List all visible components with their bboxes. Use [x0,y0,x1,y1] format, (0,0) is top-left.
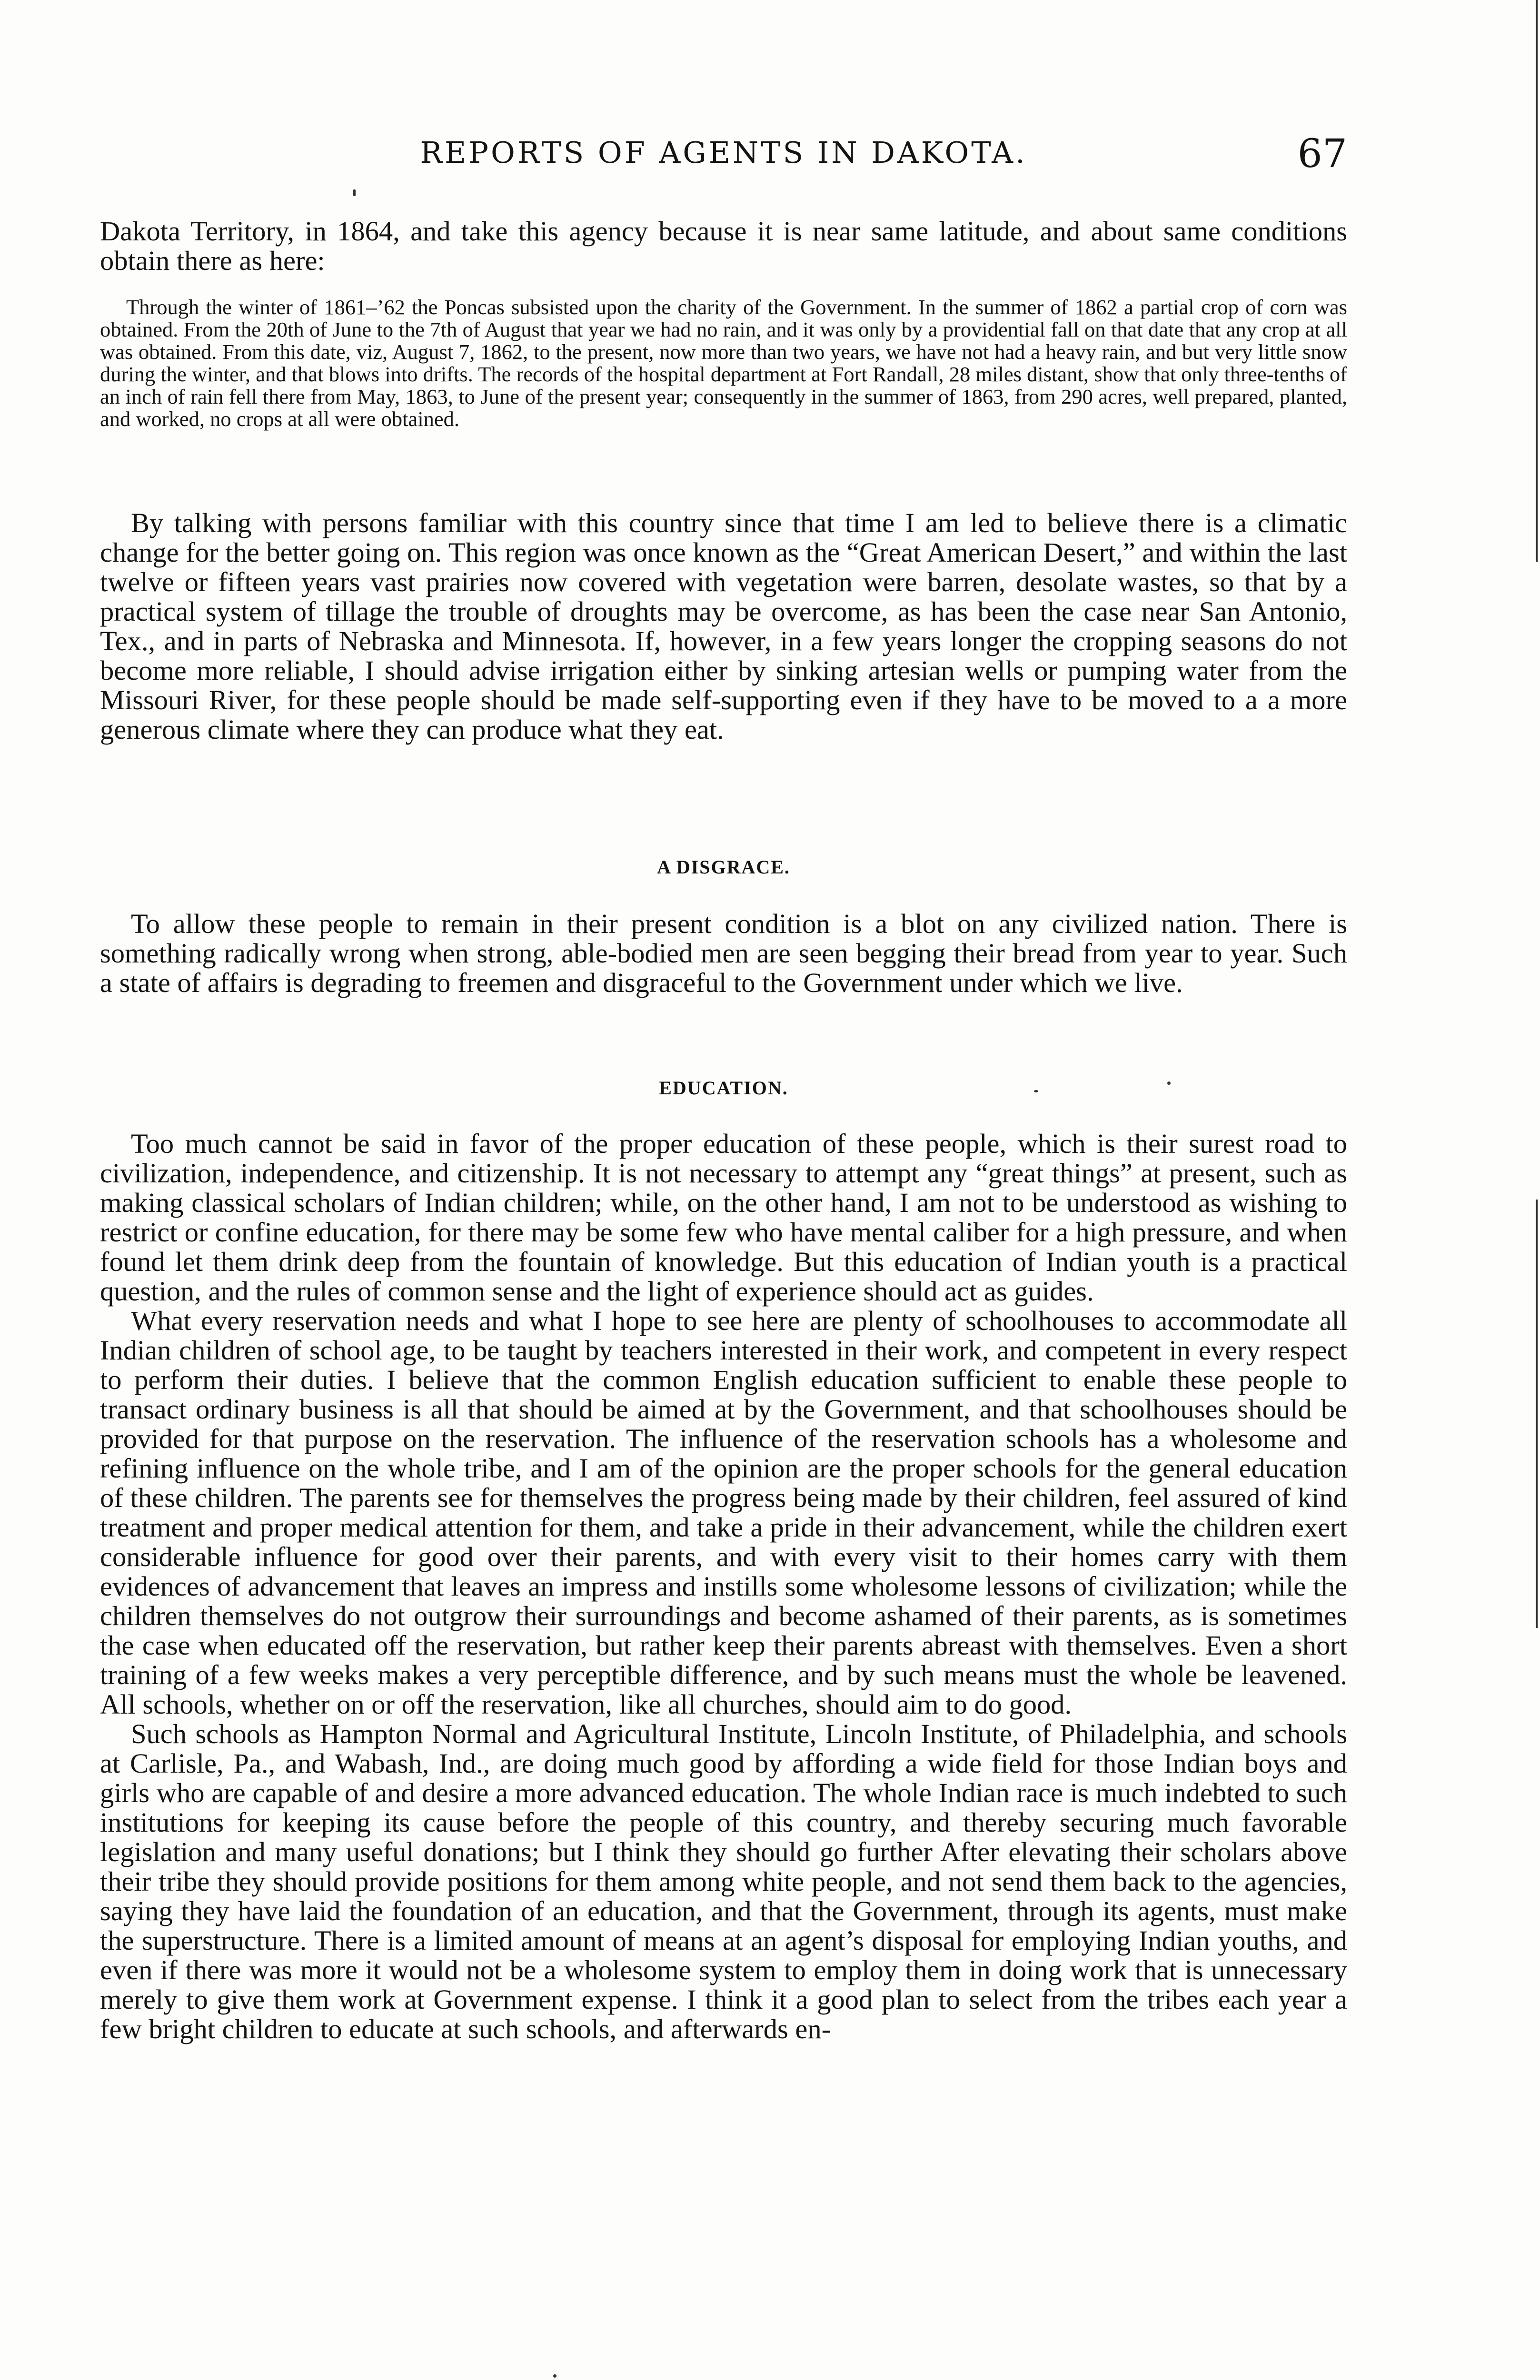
page-number: 67 [1297,131,1347,177]
section-heading-education: EDUCATION. [659,1077,788,1099]
section-heading-disgrace: A DISGRACE. [657,856,790,878]
disgrace-paragraph: To allow these people to remain in their present condition is a blot on any civilized nation. There is something radically wrong when strong, able-bodied men are seen begging their bread from year to year. Such a state of affairs is degrading to freemen and disgraceful to the Government under which we live. [100,908,1347,998]
intro-paragraph: Dakota Territory, in 1864, and take this agency because it is near same latitude, and about same conditions obtain there as here: [100,216,1347,276]
climate-paragraph: By talking with persons familiar with this country since that time I am led to believe there is a climatic change for the better going on. This region was once known as the “Great American Desert,” and within the last twelve or fifteen years vast prairies now covered with vegetation were barren, desolate wastes, so that by a practical system of tillage the trouble of droughts may be overcome, as has been the case near San Antonio, Tex., and in parts of Nebraska and Minnesota. If, however, in a few years longer the cropping seasons do not become more reliable, I should advise irrigation either by sinking artesian wells or pumping water from the Missouri River, for these people should be made self-supporting even if they have to be moved to a a more generous climate where they can produce what they eat. [100,507,1347,745]
education-paragraph-3: Such schools as Hampton Normal and Agricultural Institute, Lincoln Institute, of Philadelphia, and schools at Carlisle, Pa., and Wabash, Ind., are doing much good by affording a wide field for those Indian boys and girls who are capable of and desire a more advanced education. The whole Indian race is much indebted to such institutions for keeping its cause before the people of this country, and thereby securing much favorable legislation and many useful donations; but I think they should go further After elevating their scholars above their tribe they should provide positions for them among white people, and not send them back to the agencies, saying they have laid the foundation of an education, and that the Government, through its agents, must make the superstructure. There is a limited amount of means at an agent’s disposal for employing Indian youths, and even if there was more it would not be a wholesome system to employ them in doing work that is unnecessary merely to give them work at Government expense. I think it a good plan to select from the tribes each year a few bright children to educate at such schools, and afterwards en- [100,1718,1347,2044]
quote-block [100,296,1347,430]
education-block [100,1129,1347,2044]
print-speck [553,2374,556,2378]
education-paragraph-1: Too much cannot be said in favor of the proper education of these people, which is their surest road to civilization, independence, and citizenship. It is not necessary to attempt any “great things” at present, such as making classical scholars of Indian children; while, on the other hand, I am not to be understood as wishing to restrict or confine education, for there may be some few who have mental caliber for a high pressure, and when found let them drink deep from the fountain of knowledge. But this education of Indian youth is a practical question, and the rules of common sense and the light of experience should act as guides. [100,1128,1347,1307]
page-header [100,131,1347,184]
education-paragraph-2: What every reservation needs and what I hope to see here are plenty of schoolhouses to accommodate all Indian children of school age, to be taught by teachers interested in their work, and competent in every respect to perform their duties. I believe that the common English education sufficient to enable these people to transact ordinary business is all that should be aimed at by the Government, and that schoolhouses should be provided for that purpose on the reservation. The influence of the reservation schools has a wholesome and refining influence on the whole tribe, and I am of the opinion are the proper schools for the general education of these children. The parents see for themselves the progress being made by their children, feel assured of kind treatment and proper medical attention for them, and take a pride in their advancement, while the children exert considerable influence for good over their parents, and with every visit to their homes carry with them evidences of advancement that leaves an impress and instills some wholesome lessons of civilization; while the children themselves do not outgrow their surroundings and become ashamed of their parents, as is sometimes the case when educated off the reservation, but rather keep their parents abreast with themselves. Even a short training of a few weeks makes a very perceptible difference, and by such means must the whole be leavened. All schools, whether on or off the reservation, like all churches, should aim to do good. [100,1305,1347,1720]
drought-quote: Through the winter of 1861–’62 the Poncas subsisted upon the charity of the Government. In the summer of 1862 a partial crop of corn was obtained. From the 20th of June to the 7th of August that year we had no rain, and it was only by a providential fall on that date that any crop at all was obtained. From this date, viz, August 7, 1862, to the present, now more than two years, we have not had a heavy rain, and but very little snow during the winter, and that blows into drifts. The records of the hospital department at Fort Randall, 28 miles distant, show that only three-tenths of an inch of rain fell there from May, 1863, to June of the present year; consequently in the summer of 1863, from 290 acres, well prepared, planted, and worked, no crops at all were obtained. [100,295,1347,431]
print-speck [353,189,356,196]
print-speck [1167,1081,1171,1085]
running-head: REPORTS OF AGENTS IN DAKOTA. [420,135,1027,170]
scan-edge-mark [1536,0,1538,562]
print-speck [1034,1090,1038,1092]
scan-edge-mark [1536,1200,1538,1628]
climate-block [100,508,1347,744]
intro-block [100,217,1347,276]
disgrace-block [100,909,1347,998]
